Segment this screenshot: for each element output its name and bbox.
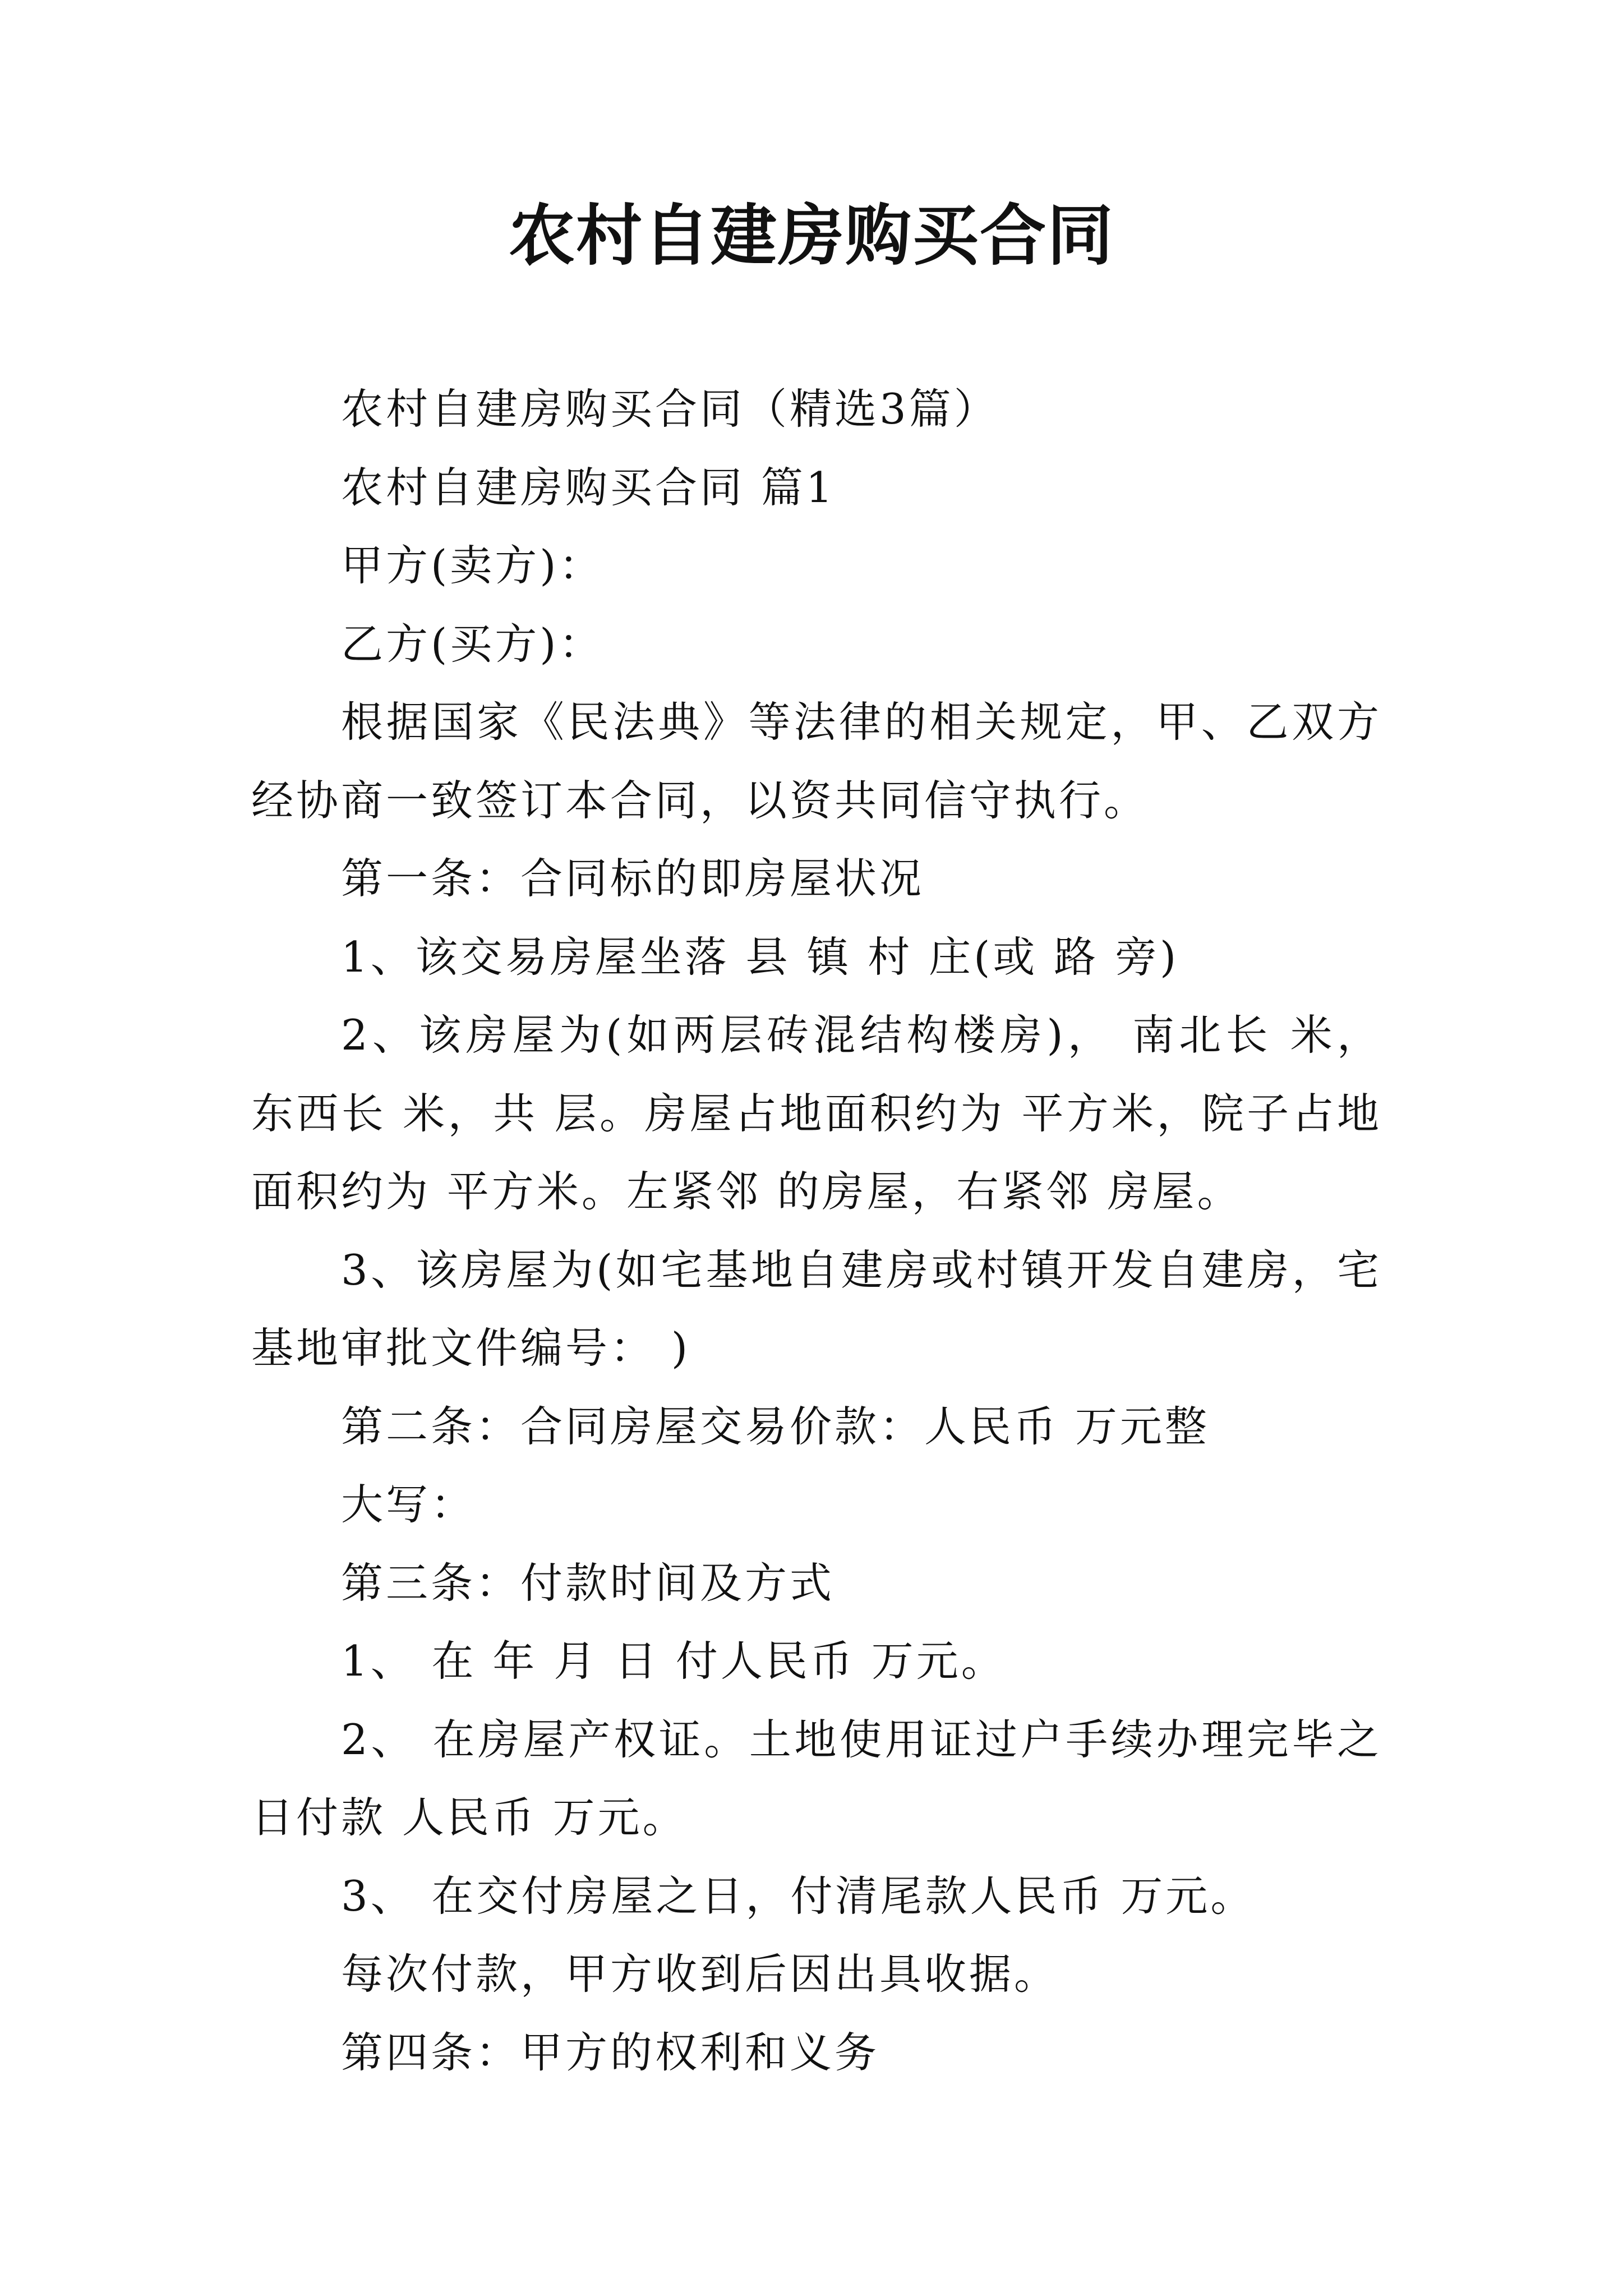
document-title: 农村自建房购买合同 (508, 196, 1114, 274)
paragraph-article-3-item-2: 2、 在房屋产权证。土地使用证过户手续办理完毕之日付款 人民币 万元。 (251, 1714, 1382, 1842)
paragraph-article-3-item-1: 1、 在 年 月 日 付人民币 万元。 (341, 1636, 1006, 1686)
paragraph-article-1-item-3: 3、该房屋为(如宅基地自建房或村镇开发自建房，宅基地审批文件编号： ) (251, 1245, 1382, 1373)
paragraph-article-1-item-1: 1、该交易房屋坐落 县 镇 村 庄(或 路 旁) (341, 932, 1179, 982)
paragraph-article-1-heading: 第一条：合同标的即房屋状况 (341, 854, 925, 903)
paragraph-article-3-item-3: 3、 在交付房屋之日，付清尾款人民币 万元。 (341, 1871, 1256, 1921)
paragraph-party-a: 甲方(卖方)： (341, 541, 604, 590)
paragraph-contract-heading: 农村自建房购买合同 篇1 (341, 462, 836, 512)
paragraph-receipt-note: 每次付款，甲方收到后因出具收据。 (341, 1949, 1059, 1999)
paragraph-article-2-heading: 第二条：合同房屋交易价款：人民币 万元整 (341, 1401, 1210, 1451)
paragraph-preamble: 根据国家《民法典》等法律的相关规定，甲、乙双方经协商一致签订本合同，以资共同信守执行。 (251, 697, 1382, 825)
paragraph-article-1-item-2: 2、该房屋为(如两层砖混结构楼房)， 南北长 米，东西长 米，共 层。房屋占地面积约为 平方米，院子占地面积约为 平方米。左紧邻 的房屋，右紧邻 房屋。 (251, 1010, 1382, 1216)
document-body (251, 370, 1382, 2092)
paragraph-collection-title: 农村自建房购买合同（精选3篇） (341, 384, 999, 434)
paragraph-party-b: 乙方(买方)： (341, 619, 604, 669)
paragraph-article-4-heading: 第四条：甲方的权利和义务 (341, 2027, 880, 2077)
paragraph-article-3-heading: 第三条：付款时间及方式 (341, 1558, 835, 1608)
paragraph-amount-in-words: 大写： (341, 1480, 476, 1529)
